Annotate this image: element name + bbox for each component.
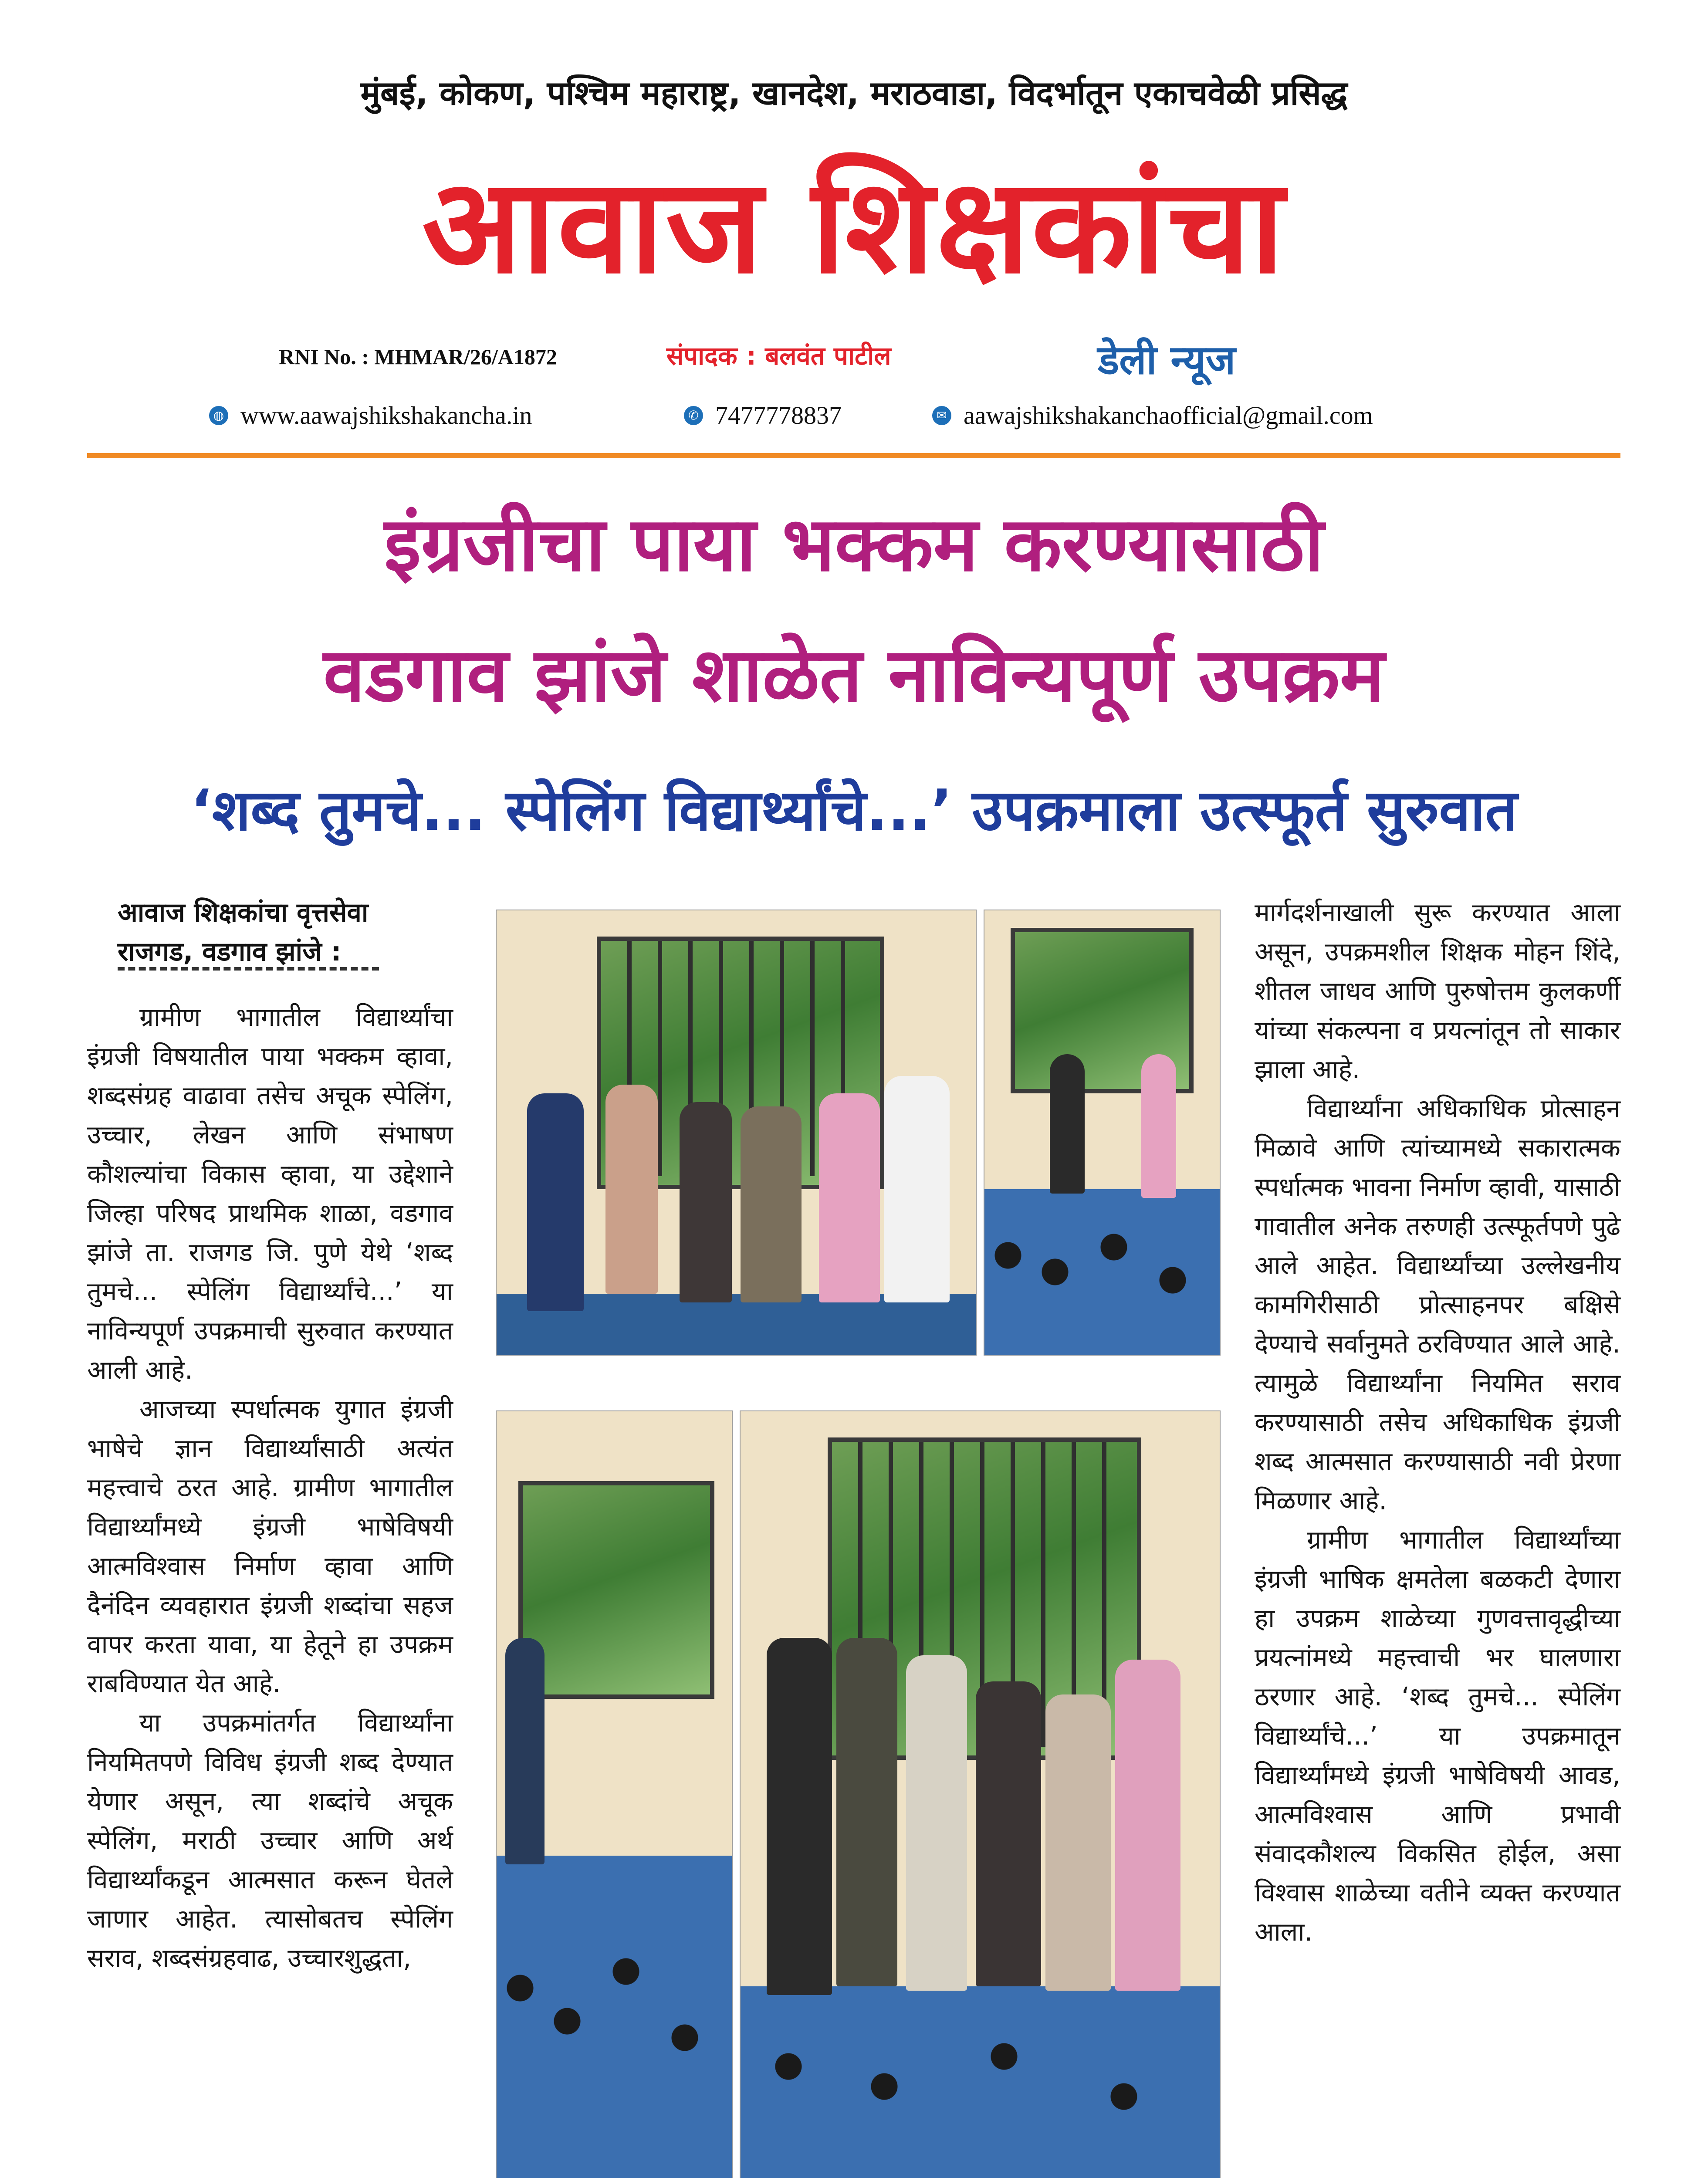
photo-person [605, 1085, 658, 1294]
photo-person [527, 1093, 584, 1311]
photo-person [741, 1106, 802, 1302]
byline [118, 893, 368, 971]
photo-person [1115, 1660, 1180, 1991]
email-text: aawajshikshakanchaofficial@gmail.com [964, 401, 1373, 430]
photo-person [906, 1655, 967, 1991]
headline-line2: वडगाव झांजे शाळेत नाविन्यपूर्ण उपक्रम [323, 631, 1385, 719]
photo-window [518, 1481, 714, 1699]
photo-person [819, 1093, 880, 1302]
website-text: www.aawajshikshakancha.in [240, 401, 532, 430]
photo-students [497, 1856, 732, 2178]
photo-person [884, 1076, 950, 1302]
photo-person [1050, 1054, 1085, 1194]
photo-person [767, 1638, 832, 1995]
byline-divider [118, 967, 379, 975]
byline-place: राजगड, वडगाव झांजे : [118, 937, 342, 967]
phone-icon: ✆ [684, 406, 703, 425]
header-rule [87, 453, 1620, 458]
photo-person [1045, 1694, 1111, 1991]
photo-person [976, 1681, 1041, 1986]
article-column-1 [87, 998, 453, 1978]
phone-text: 7477778837 [715, 401, 842, 430]
byline-service: आवाज शिक्षकांचा वृत्तसेवा [118, 897, 369, 928]
photo-person [680, 1102, 732, 1302]
event-photo-3 [497, 1411, 732, 2178]
globe-icon: ◍ [209, 406, 228, 425]
contact-email[interactable] [932, 401, 1373, 430]
rni-number: RNI No. : MHMAR/26/A1872 [279, 345, 557, 369]
editor-name: संपादक : बलवंत पाटील [666, 341, 891, 371]
event-photo-4 [741, 1411, 1220, 2178]
article-column-4 [1255, 893, 1620, 1951]
headline-line1: इंग्रजीचा पाया भक्कम करण्यासाठी [384, 501, 1324, 588]
edition-label: डेली न्यूज [1098, 337, 1236, 383]
photo-students [741, 1986, 1220, 2178]
photo-person [1141, 1054, 1176, 1198]
photo-person [836, 1638, 897, 1986]
event-photo-2 [984, 910, 1220, 1355]
masthead-tagline: मुंबई, कोकण, पश्चिम महाराष्ट्र, खानदेश, मराठवाडा, विदर्भातून एकाचवेळी प्रसिद्ध [360, 74, 1348, 112]
mail-icon: ✉ [932, 406, 951, 425]
photo-person [505, 1638, 545, 1864]
masthead-title: आवाज शिक्षकांचा [422, 150, 1286, 302]
event-photo-1 [497, 910, 976, 1355]
paragraph: ग्रामीण भागातील विद्यार्थ्यांच्या इंग्रजी भाषिक क्षमतेला बळकटी देणारा हा उपक्रम शाळेच्या गुणवत्तावृद्धीच्या प्रयत्नांमध्ये महत्त्वाची भर घालणारा ठरणार आहे. ‘शब्द तुमचे... स्पेलिंग विद्यार्थ्यांचे...’ या उपक्रमातून विद्यार्थ्यांमध्ये इंग्रजी भाषेविषयी आवड, आत्मविश्वास आणि प्रभावी संवादकौशल्य विकसित होईल, असा विश्वास शाळेच्या वतीने व्यक्त करण्यात आला. [1255, 1525, 1620, 1947]
contact-website[interactable] [209, 401, 532, 430]
paragraph: ग्रामीण भागातील विद्यार्थ्यांचा इंग्रजी विषयातील पाया भक्कम व्हावा, शब्दसंग्रह वाढावा तसेच अचूक स्पेलिंग, उच्चार, लेखन आणि संभाषण कौशल्यांचा विकास व्हावा, या उद्देशाने जिल्हा परिषद प्राथमिक शाळा, वडगाव झांजे ता. राजगड जि. पुणे येथे ‘शब्द तुमचे... स्पेलिंग विद्यार्थ्यांचे...’ या नाविन्यपूर्ण उपक्रमाची सुरुवात करण्यात आली आहे. [87, 1002, 453, 1385]
photo-students [984, 1189, 1220, 1355]
paragraph: या उपक्रमांतर्गत विद्यार्थ्यांना नियमितपणे विविध इंग्रजी शब्द देण्यात येणार असून, त्या शब्दांचे अचूक स्पेलिंग, मराठी उच्चार आणि अर्थ विद्यार्थ्यांकडून आत्मसात करून घेतले जाणार आहेत. त्यासोबतच स्पेलिंग सराव, शब्दसंग्रहवाढ, उच्चारशुद्धता, [87, 1708, 453, 1973]
subheadline: ‘शब्द तुमचे... स्पेलिंग विद्यार्थ्यांचे...’ उपक्रमाला उत्स्फूर्त सुरुवात [190, 777, 1518, 843]
contact-phone[interactable] [684, 401, 842, 430]
paragraph: विद्यार्थ्यांना अधिकाधिक प्रोत्साहन मिळावे आणि त्यांच्यामध्ये सकारात्मक स्पर्धात्मक भावना निर्माण व्हावी, यासाठी गावातील अनेक तरुणही उत्स्फूर्तपणे पुढे आले आहेत. विद्यार्थ्यांच्या उल्लेखनीय कामगिरीसाठी प्रोत्साहनपर बक्षिसे देण्याचे सर्वानुमते ठरविण्यात आले आहे. त्यामुळे विद्यार्थ्यांना नियमित सराव करण्यासाठी तसेच अधिकाधिक इंग्रजी शब्द आत्मसात करण्यासाठी नवी प्रेरणा मिळणार आहे. [1255, 1094, 1620, 1515]
paragraph: आजच्या स्पर्धात्मक युगात इंग्रजी भाषेचे ज्ञान विद्यार्थ्यांसाठी अत्यंत महत्त्वाचे ठरत आहे. ग्रामीण भागातील विद्यार्थ्यांमध्ये इंग्रजी भाषेविषयी आत्मविश्वास निर्माण व्हावा आणि दैनंदिन व्यवहारात इंग्रजी शब्दांचा सहज वापर करता यावा, या हेतूने हा उपक्रम राबविण्यात येत आहे. [87, 1394, 453, 1698]
paragraph: मार्गदर्शनाखाली सुरू करण्यात आला असून, उपक्रमशील शिक्षक मोहन शिंदे, शीतल जाधव आणि पुरुषोत्तम कुलकर्णी यांच्या संकल्पना व प्रयत्नांतून तो साकार झाला आहे. [1255, 898, 1620, 1084]
